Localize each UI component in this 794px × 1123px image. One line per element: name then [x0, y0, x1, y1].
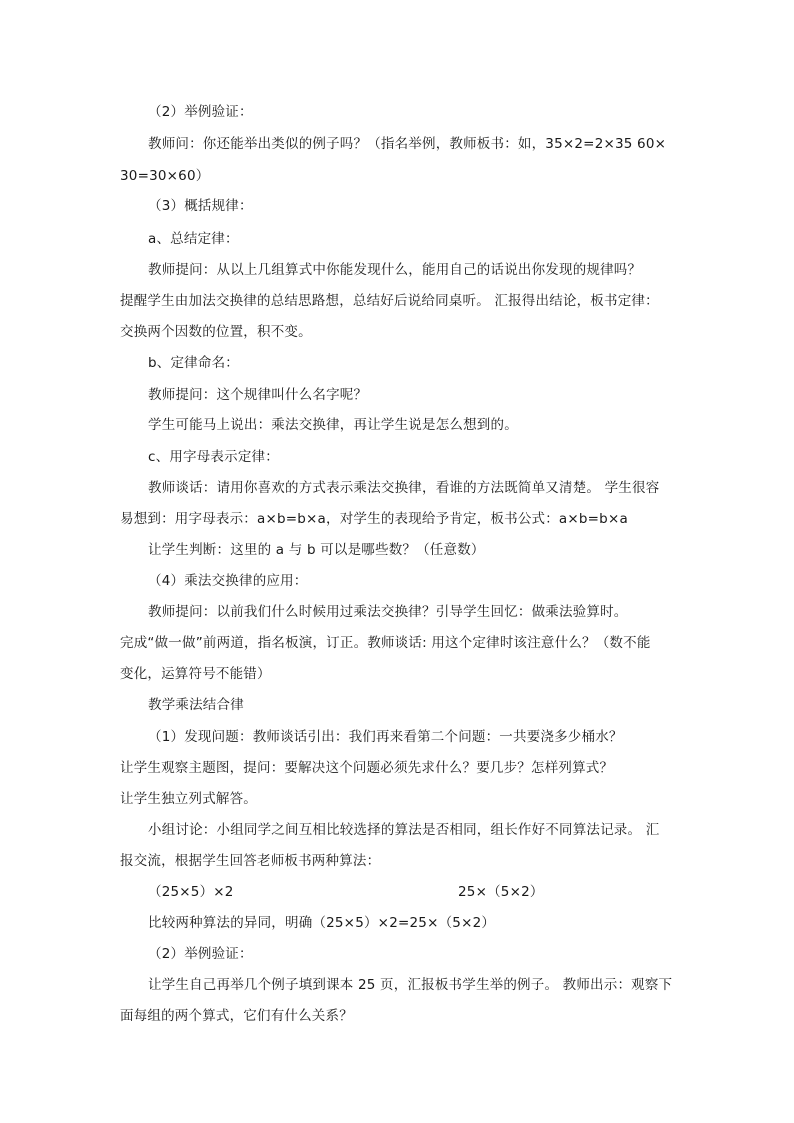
text-line: a、总结定律：: [148, 231, 239, 247]
text-line: 30=30×60）: [120, 168, 210, 184]
text-line: 提醒学生由加法交换律的总结思路想，总结好后说给同桌听。 汇报得出结论，板书定律：: [120, 293, 659, 309]
text-line: 比较两种算法的异同，明确（25×5）×2=25×（5×2）: [148, 915, 496, 931]
text-line: 教师谈话：请用你喜欢的方式表示乘法交换律，看谁的方法既简单又清楚。 学生很容: [148, 480, 660, 496]
text-line: 教师问：你还能举出类似的例子吗？（指名举例，教师板书：如，35×2=2×35 60×: [148, 136, 667, 152]
text-line: 让学生判断：这里的 a 与 b 可以是哪些数？（任意数）: [148, 542, 485, 558]
text-line: （2）举例验证：: [148, 946, 253, 962]
text-line: c、用字母表示定律：: [148, 449, 279, 465]
text-line: 教师提问：这个规律叫什么名字呢？: [148, 387, 368, 403]
text-line: （2）举例验证：: [148, 104, 253, 120]
text-line: 交换两个因数的位置，积不变。: [120, 324, 312, 340]
text-line: 面每组的两个算式，它们有什么关系？: [120, 1008, 353, 1024]
text-line: 小组讨论：小组同学之间互相比较选择的算法是否相同，组长作好不同算法记录。 汇: [148, 822, 660, 838]
text-line: 教师提问：以前我们什么时候用过乘法交换律？引导学生回忆：做乘法验算时。: [148, 604, 628, 620]
text-line: 学生可能马上说出：乘法交换律，再让学生说是怎么想到的。: [148, 417, 518, 433]
text-line: 教学乘法结合律: [148, 697, 244, 713]
text-line: （3）概括规律：: [148, 198, 253, 214]
text-line: 让学生自己再举几个例子填到课本 25 页，汇报板书学生举的例子。 教师出示：观察下: [148, 977, 673, 993]
text-line: 变化，运算符号不能错）: [120, 666, 271, 682]
formula-left: （25×5）×2: [148, 884, 234, 900]
text-line: 完成“做一做”前两道，指名板演，订正。教师谈话: 用这个定律时该注意什么？（数不能: [120, 635, 651, 651]
text-line: 让学生观察主题图，提问：要解决这个问题必须先求什么？要几步？怎样列算式？: [120, 760, 614, 776]
text-line: 报交流，根据学生回答老师板书两种算法：: [120, 853, 381, 869]
text-line: （4）乘法交换律的应用：: [148, 573, 308, 589]
text-line: 教师提问：从以上几组算式中你能发现什么，能用自己的话说出你发现的规律吗？: [148, 262, 642, 278]
formula-right: 25×（5×2）: [458, 884, 544, 900]
text-line: 让学生独立列式解答。: [120, 791, 257, 807]
text-line: （1）发现问题：教师谈话引出：我们再来看第二个问题：一共要浇多少桶水？: [148, 729, 623, 745]
text-line: b、定律命名：: [148, 355, 239, 371]
formula-row: [148, 882, 544, 902]
text-line: 易想到：用字母表示：a×b=b×a，对学生的表现给予肯定，板书公式：a×b=b×a: [120, 511, 628, 527]
